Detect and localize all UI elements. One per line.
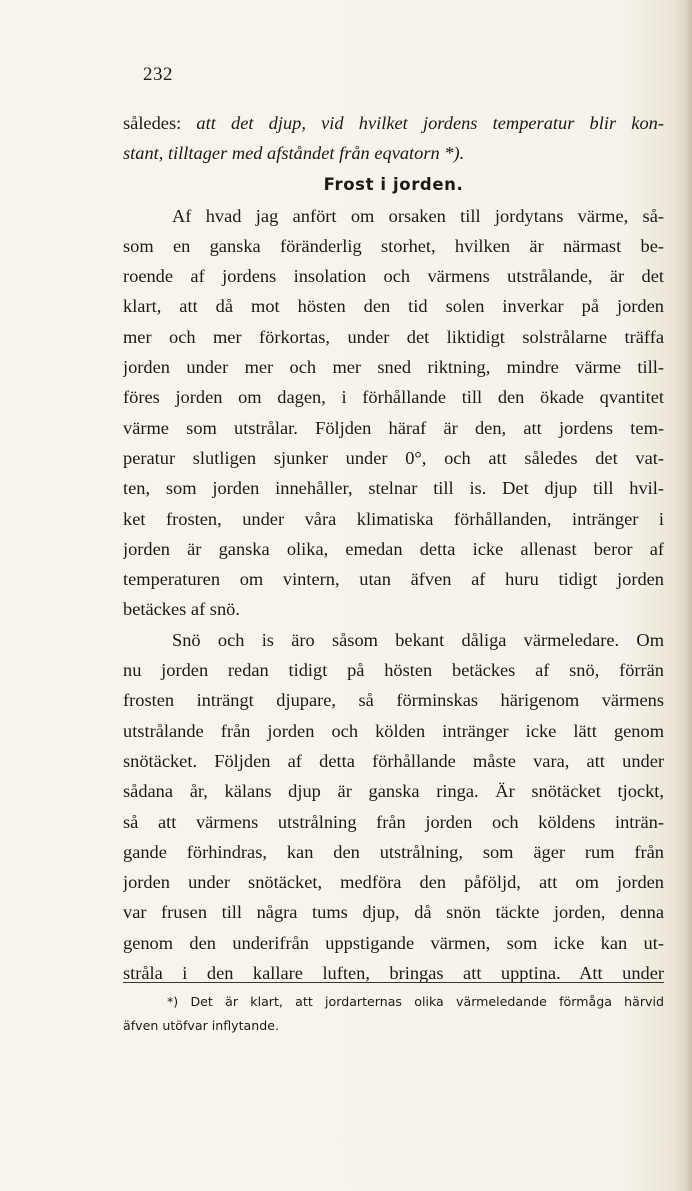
page-number: 232 (143, 64, 173, 85)
text-line: så att värmens utstrålning från jorden och köldens inträn- (123, 811, 664, 832)
text-line-italic: att det djup, vid hvilket jordens temperatur blir kon- (196, 113, 664, 133)
text-line (123, 108, 664, 138)
footnote-line: äfven utöfvar inflytande. (123, 1018, 279, 1033)
text-line: utstrålande från jorden och kölden intränger icke lätt genom (123, 720, 664, 741)
text-line-italic: stant, tilltager med afståndet från eqvatorn *). (123, 143, 465, 164)
text-line: ket frosten, under våra klimatiska förhållanden, intränger i (123, 508, 664, 529)
text-line: temperaturen om vintern, utan äfven af huru tidigt jorden (123, 569, 664, 590)
footnote (123, 990, 664, 1038)
text-line: roende af jordens insolation och värmens utstrålande, är det (123, 266, 664, 287)
body-text (123, 108, 664, 988)
text-line: peratur slutligen sjunker under 0°, och att således det vat- (123, 447, 664, 468)
page-edge (686, 0, 692, 1191)
footnote-line: *) Det är klart, att jordarternas olika värmeledande förmåga härvid (167, 994, 664, 1009)
text-line (123, 138, 664, 168)
text-line: ten, som jorden innehåller, stelnar till is. Det djup till hvil- (123, 478, 664, 499)
text-line: jorden under snötäcket, medföra den påföljd, att om jorden (123, 872, 664, 893)
text-line: nu jorden redan tidigt på hösten betäckes af snö, förrän (123, 660, 664, 681)
text-line: var frusen till några tums djup, då snön täckte jorden, denna (123, 902, 664, 923)
text-line: sådana år, kälans djup är ganska ringa. Är snötäcket tjockt, (123, 781, 664, 802)
text-line: värme som utstrålar. Följden häraf är den, att jordens tem- (123, 417, 664, 438)
text-line: Snö och is äro såsom bekant dåliga värmeledare. Om (172, 629, 664, 650)
text-line: som en ganska föränderlig storhet, hvilken är närmast be- (123, 235, 664, 256)
text-line: jorden under mer och mer sned riktning, mindre värme till- (123, 357, 664, 378)
text-line: stråla i den kallare luften, bringas att upptina. Att under (123, 963, 664, 984)
text-line: frosten inträngt djupare, så förminskas härigenom värmens (123, 690, 664, 711)
text-line: snötäcket. Följden af detta förhållande måste vara, att under (123, 750, 664, 771)
text-line: klart, att då mot hösten den tid solen inverkar på jorden (123, 296, 664, 317)
text-line: genom den underifrån uppstigande värmen, som icke kan ut- (123, 932, 664, 953)
paragraph-1 (123, 201, 664, 625)
text-line: mer och mer förkortas, under det liktidigt solstrålarne träffa (123, 326, 664, 347)
text-line: föres jorden om dagen, i förhållande till den ökade qvantitet (123, 387, 664, 408)
text-line-roman: således: (123, 113, 197, 133)
footnote-rule (123, 982, 664, 983)
text-line: betäckes af snö. (123, 599, 240, 620)
section-heading: Frost i jorden. (323, 174, 464, 194)
text-line: gande förhindras, kan den utstrålning, som äger rum från (123, 841, 664, 862)
text-line: Af hvad jag anfört om orsaken till jordytans värme, så- (172, 205, 664, 226)
text-line: jorden är ganska olika, emedan detta icke allenast beror af (123, 538, 664, 559)
paragraph-2 (123, 625, 664, 989)
